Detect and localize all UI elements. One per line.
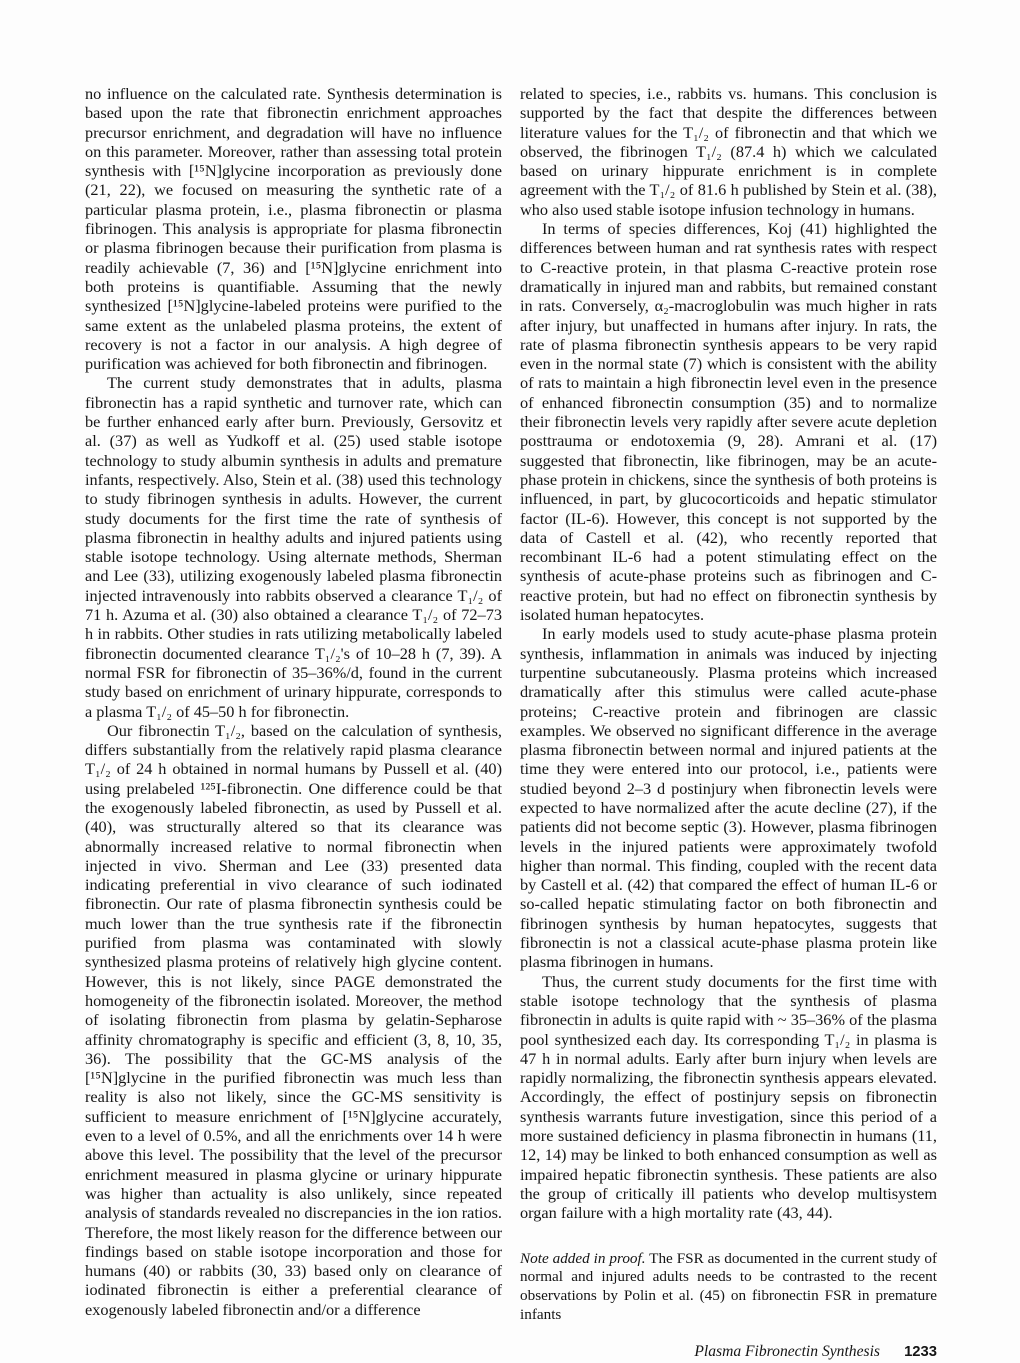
right-column-paragraph-1: related to species, i.e., rabbits vs. humans. This conclusion is supported by the fact that despite the differences between literature values for the T₁/₂ of fibronectin and that which we observed, the fibrinogen T₁/₂ (87.4 h) which we calculated based on urinary hippurate enrichment is in complete agreement with the T₁/₂ of 81.6 h published by Stein et al. (38), who also used stable isotope infusion technology in humans.: [520, 84, 937, 219]
two-column-text-area: [85, 84, 937, 1363]
page-footer: [520, 1341, 937, 1362]
right-column-paragraph-4: Thus, the current study documents for the first time with stable isotope technology that the synthesis of plasma fibronectin in adults is quite rapid with ~ 35–36% of the plasma pool synthesized each day. Its corresponding T₁/₂ in plasma is 47 h in normal adults. Early after burn injury when levels are rapidly normalizing, the fibronectin synthesis appears elevated. Accordingly, the effect of postinjury sepsis on fibronectin synthesis warrants future investigation, since this period of a more sustained deficiency in plasma fibronectin in humans (11, 12, 14) may be linked to both enhanced consumption as well as impaired hepatic fibronectin synthesis. These patients are also the group of critically ill patients who develop multisystem organ failure with a high mortality rate (43, 44).: [520, 971, 937, 1223]
note-added-in-proof: [520, 1250, 937, 1325]
left-column-paragraph-1: no influence on the calculated rate. Synthesis determination is based upon the rate that fibronectin enrichment approaches precursor enrichment, and degradation will have no influence on this parameter. Moreover, rather than assessing total protein synthesis with [¹⁵N]glycine incorporation as previously done (21, 22), we focused on measuring the synthetic rate of a particular plasma protein, i.e., plasma fibronectin or plasma fibrinogen. This analysis is appropriate for plasma fibronectin or plasma fibrinogen because their purification from plasma is readily achievable (7, 36) and [¹⁵N]glycine enrichment into both proteins is quantifiable. Assuming that the newly synthesized [¹⁵N]glycine-labeled proteins were purified to the same extent as the unlabeled plasma proteins, the extent of recovery is not a factor in our analysis. A high degree of purification was achieved for both fibronectin and fibrinogen.: [85, 84, 502, 374]
right-column: [520, 84, 937, 1363]
left-column: [85, 84, 502, 1363]
left-column-paragraph-2: The current study demonstrates that in adults, plasma fibronectin has a rapid synthetic and turnover rate, which can be further enhanced early after burn. Previously, Gersovitz et al. (37) as well as Yudkoff et al. (25) used stable isotope technology to study albumin synthesis in adults and premature infants, respectively. Also, Stein et al. (38) used this technology to study fibrinogen synthesis in adults. However, the current study documents for the first time the rate of synthesis of plasma fibronectin in healthy adults and injured patients using stable isotope technology. Using alternate methods, Sherman and Lee (33), utilizing exogenously labeled plasma fibronectin injected intravenously into rabbits observed a clearance T₁/₂ of 71 h. Azuma et al. (30) also obtained a clearance T₁/₂ of 72–73 h in rabbits. Other studies in rats utilizing metabolically labeled fibronectin documented clearance T₁/₂'s of 10–28 h (7, 39). A normal FSR for fibronectin of 35–36%/d, found in the current study based on enrichment of urinary hippurate, corresponds to a plasma T₁/₂ of 45–50 h for fibronectin.: [85, 373, 502, 721]
note-lead-italic: Note added in proof.: [520, 1249, 646, 1267]
note-body: The FSR as documented in the current study of normal and injured adults needs to be contrasted to the recent observations by Polin et al. (45) on fibronectin FSR in premature infants: [520, 1249, 937, 1323]
right-column-paragraph-2: In terms of species differences, Koj (41) highlighted the differences between human and rat synthesis rates with respect to C-reactive protein, in that plasma C-reactive protein rose dramatically in injured man and rabbits, but remained constant in rats. Conversely, α₂-macroglobulin was much higher in rats after injury, but unaffected in humans after injury. In rats, the rate of plasma fibronectin synthesis appears to be very rapid even in the normal state (7) which is consistent with the ability of rats to maintain a high fibronectin level even in the presence of enhanced fibronectin consumption (35) and to normalize their fibronectin levels very rapidly after severe acute depletion posttrauma or endotoxemia (9, 28). Amrani et al. (17) suggested that fibronectin, like fibrinogen, may be an acute-phase protein in chickens, since the synthesis of both proteins is influenced, in part, by glucocorticoids and hepatic stimulator factor (IL-6). However, this concept is not supported by the data of Castell et al. (42), who recently reported that recombinant IL-6 had a potent stimulating effect on the synthesis of acute-phase proteins such as fibrinogen and C-reactive protein, but had no effect on fibronectin synthesis by isolated human hepatocytes.: [520, 219, 937, 625]
running-title: Plasma Fibronectin Synthesis: [694, 1343, 880, 1361]
page-number: 1233: [904, 1344, 937, 1361]
left-column-paragraph-3: Our fibronectin T₁/₂, based on the calculation of synthesis, differs substantially from the relatively rapid plasma clearance T₁/₂ of 24 h obtained in normal humans by Pussell et al. (40) using prelabeled ¹²⁵I-fibronectin. One difference could be that the exogenously labeled fibronectin, as used by Pussell et al. (40), was structurally altered so that its clearance was abnormally increased relative to normal fibronectin when injected in vivo. Sherman and Lee (33) presented data indicating preferential in vivo clearance of such iodinated fibronectin. Our rate of plasma fibronectin synthesis could be much lower than the true synthesis rate if the fibronectin purified from plasma was contaminated with slowly synthesized plasma proteins of relatively high glycine content. However, this is not likely, since PAGE demonstrated the homogeneity of the fibronectin isolated. Moreover, the method of isolating fibronectin from plasma by gelatin-Sepharose affinity chromatography is specific and efficient (3, 8, 10, 35, 36). The possibility that the GC-MS analysis of the [¹⁵N]glycine in the purified fibronectin was much less than reality is also not likely, since the GC-MS sensitivity is sufficient to measure enrichment of [¹⁵N]glycine accurately, even to a level of 0.5%, and all the enrichments over 14 h were above this level. The possibility that the level of the precursor enrichment measured in plasma glycine or urinary hippurate was higher than actuality is also unlikely, since repeated analysis of standards revealed no discrepancies in the ion ratios. Therefore, the most likely reason for the difference between our findings based on stable isotope incorporation and those for humans (40) or rabbits (30, 33) based only on clearance of iodinated fibronectin is either a preferential clearance of exogenously labeled fibronectin and/or a difference: [85, 720, 502, 1319]
right-column-paragraph-3: In early models used to study acute-phase plasma protein synthesis, inflammation in animals was induced by injecting turpentine subcutaneously. Plasma proteins which increased dramatically after this stimulus were called acute-phase proteins; C-reactive protein and fibrinogen are classic examples. We observed no significant difference in the average plasma fibronectin between normal and injured patients at the time they were entered into our protocol, i.e., patients were studied beyond 2–3 d postinjury when fibronectin levels were expected to have normalized after the acute decline (27), if the patients did not become septic (3). However, plasma fibrinogen levels in the injured patients were approximately twofold higher than normal. This finding, coupled with the recent data by Castell et al. (42) that compared the effect of human IL-6 or so-called hepatic stimulating factor on both fibronectin and fibrinogen synthesis by human hepatocytes, suggests that fibronectin is not a classical acute-phase plasma protein like plasma fibrinogen in humans.: [520, 624, 937, 972]
